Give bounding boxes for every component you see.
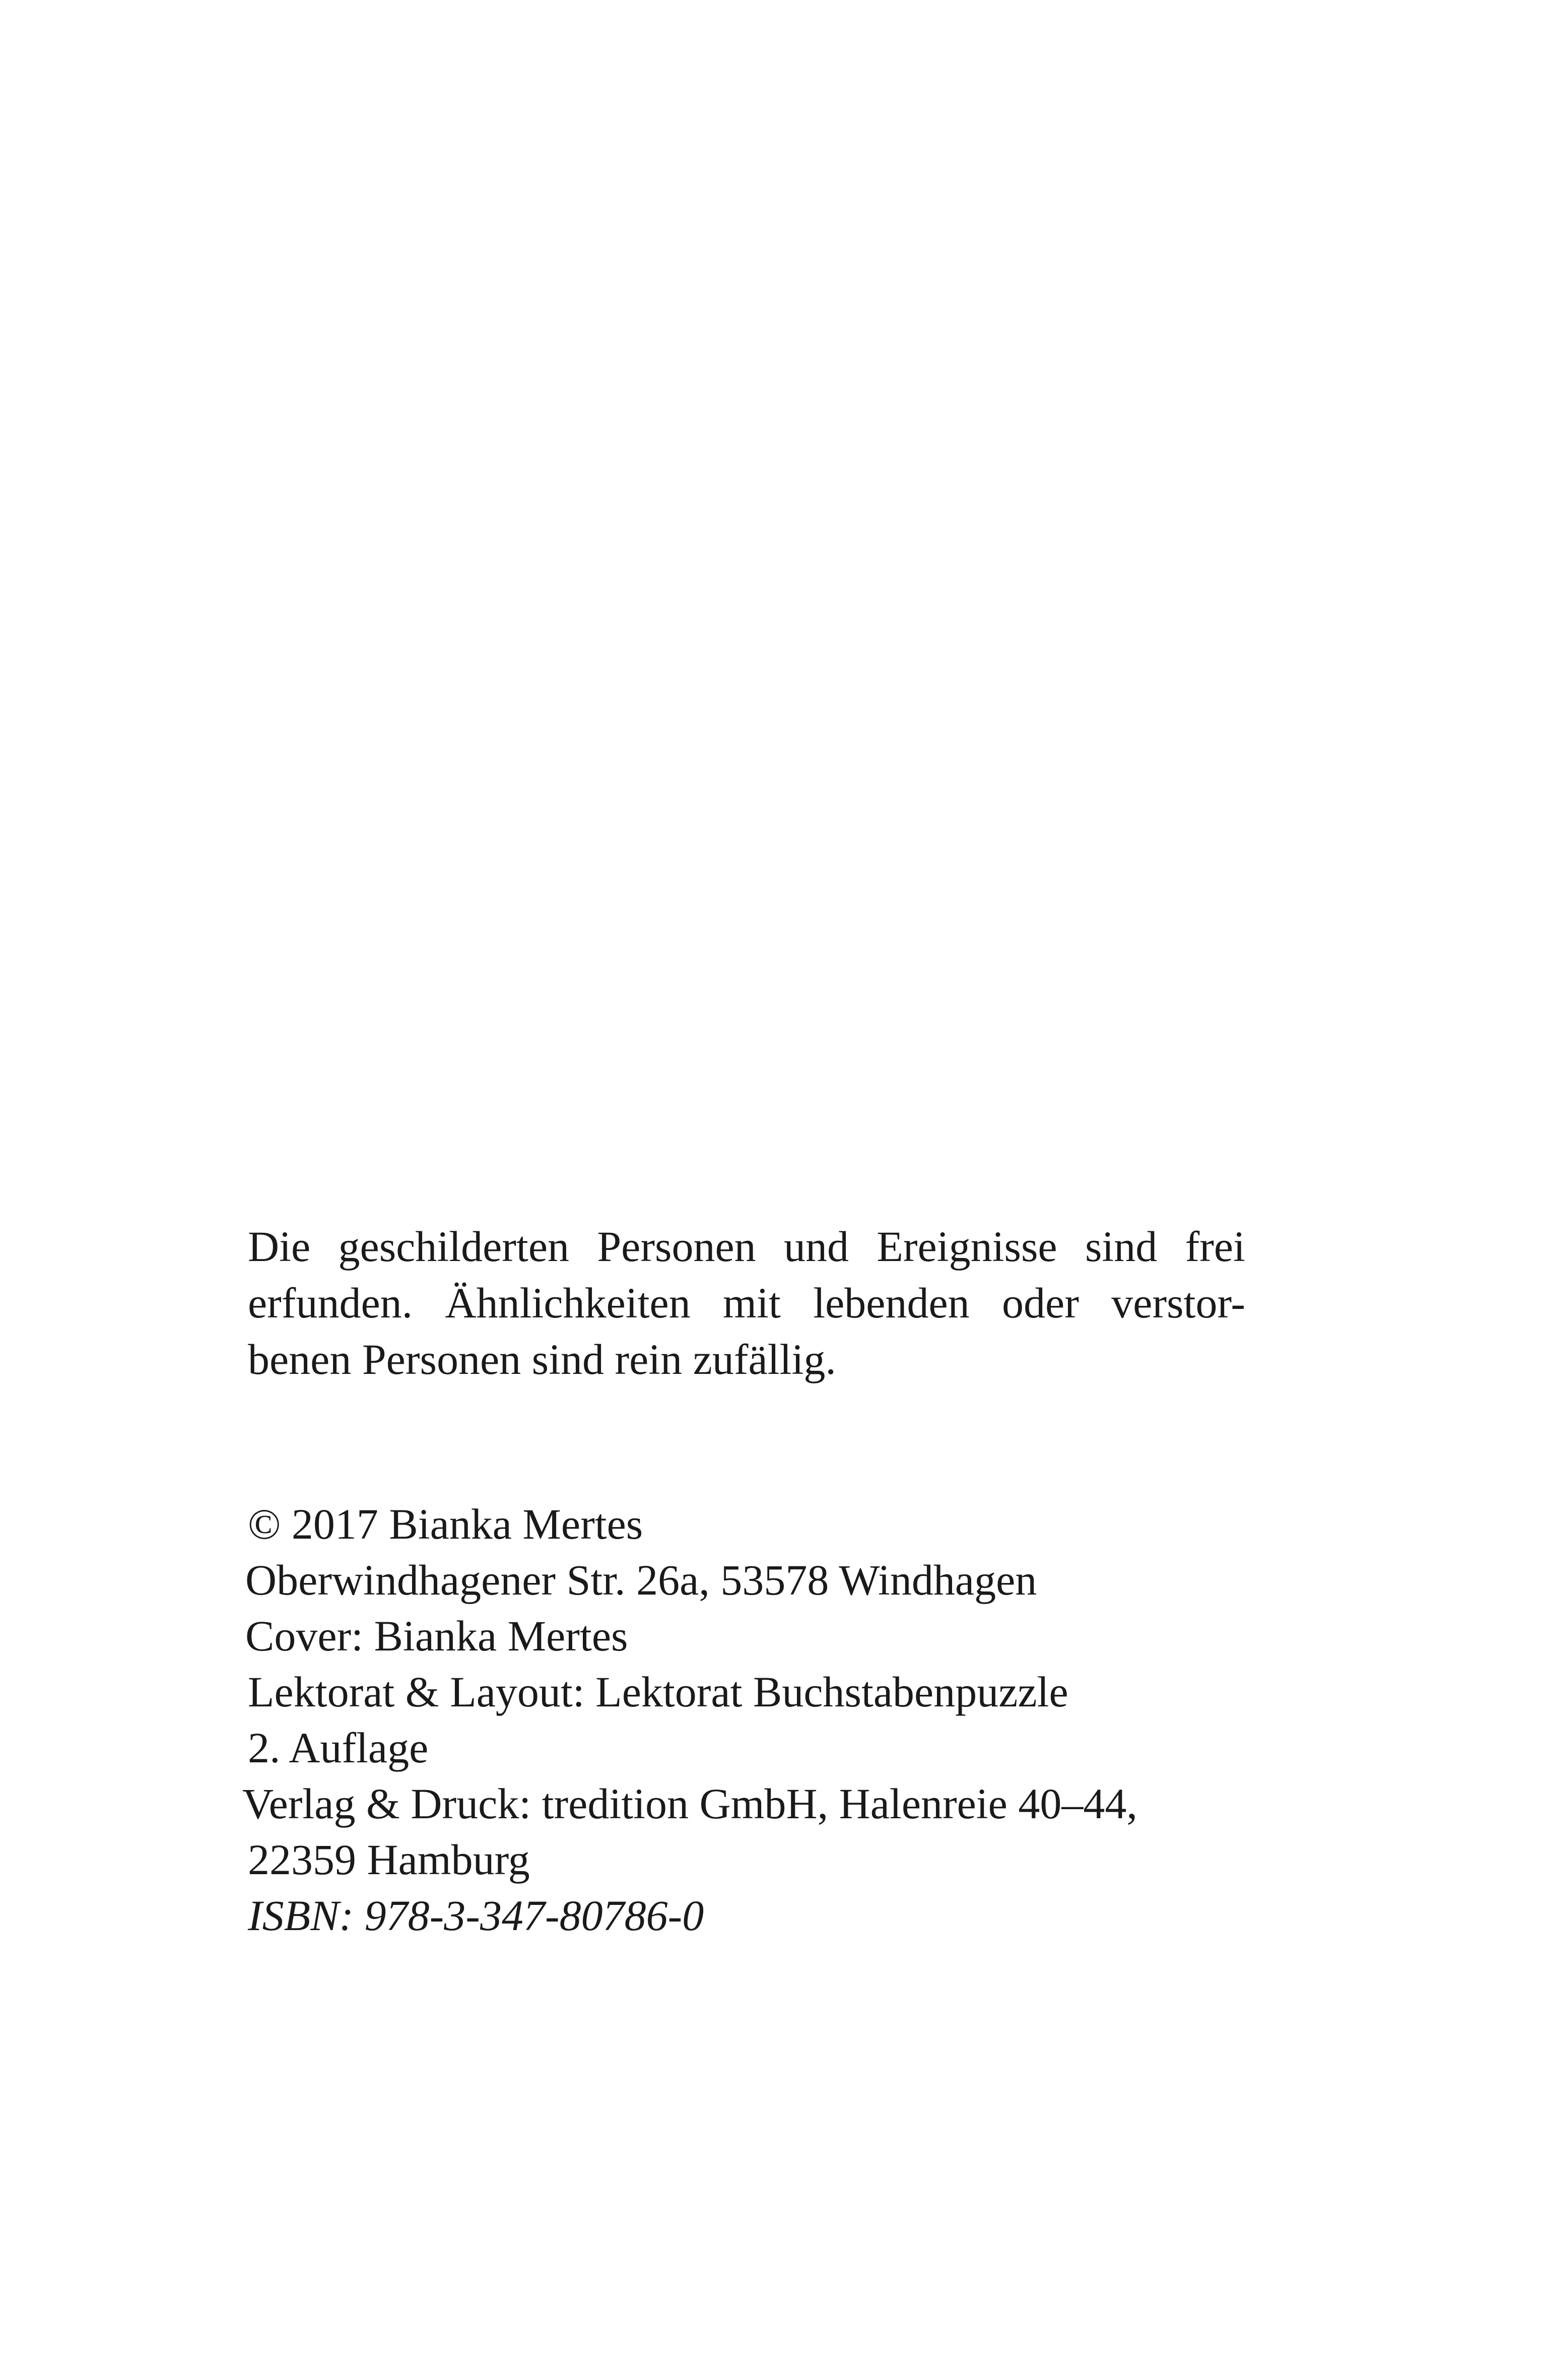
publisher-line-2: 22359 Hamburg	[248, 1835, 530, 1884]
isbn-line: ISBN: 978-3-347-80786-0	[248, 1891, 704, 1940]
disclaimer-line-2: erfunden. Ähnlichkeiten mit lebenden oder verstor-	[248, 1279, 1245, 1327]
cover-credit: Cover: Bianka Mertes	[245, 1612, 628, 1660]
publisher-line-1: Verlag & Druck: tredition GmbH, Halenreie 40–44,	[242, 1779, 1137, 1828]
imprint-block	[242, 1496, 1354, 1944]
copyright-line: © 2017 Bianka Mertes	[248, 1500, 643, 1548]
author-address: Oberwindhagener Str. 26a, 53578 Windhagen	[245, 1556, 1037, 1604]
fiction-disclaimer	[248, 1218, 1245, 1387]
disclaimer-line-3: benen Personen sind rein zufällig.	[248, 1335, 836, 1383]
disclaimer-line-1: Die geschilderten Personen und Ereignisse sind frei	[248, 1222, 1245, 1271]
edition-line: 2. Auflage	[248, 1724, 429, 1772]
editing-credit: Lektorat & Layout: Lektorat Buchstabenpuzzle	[248, 1668, 1068, 1716]
